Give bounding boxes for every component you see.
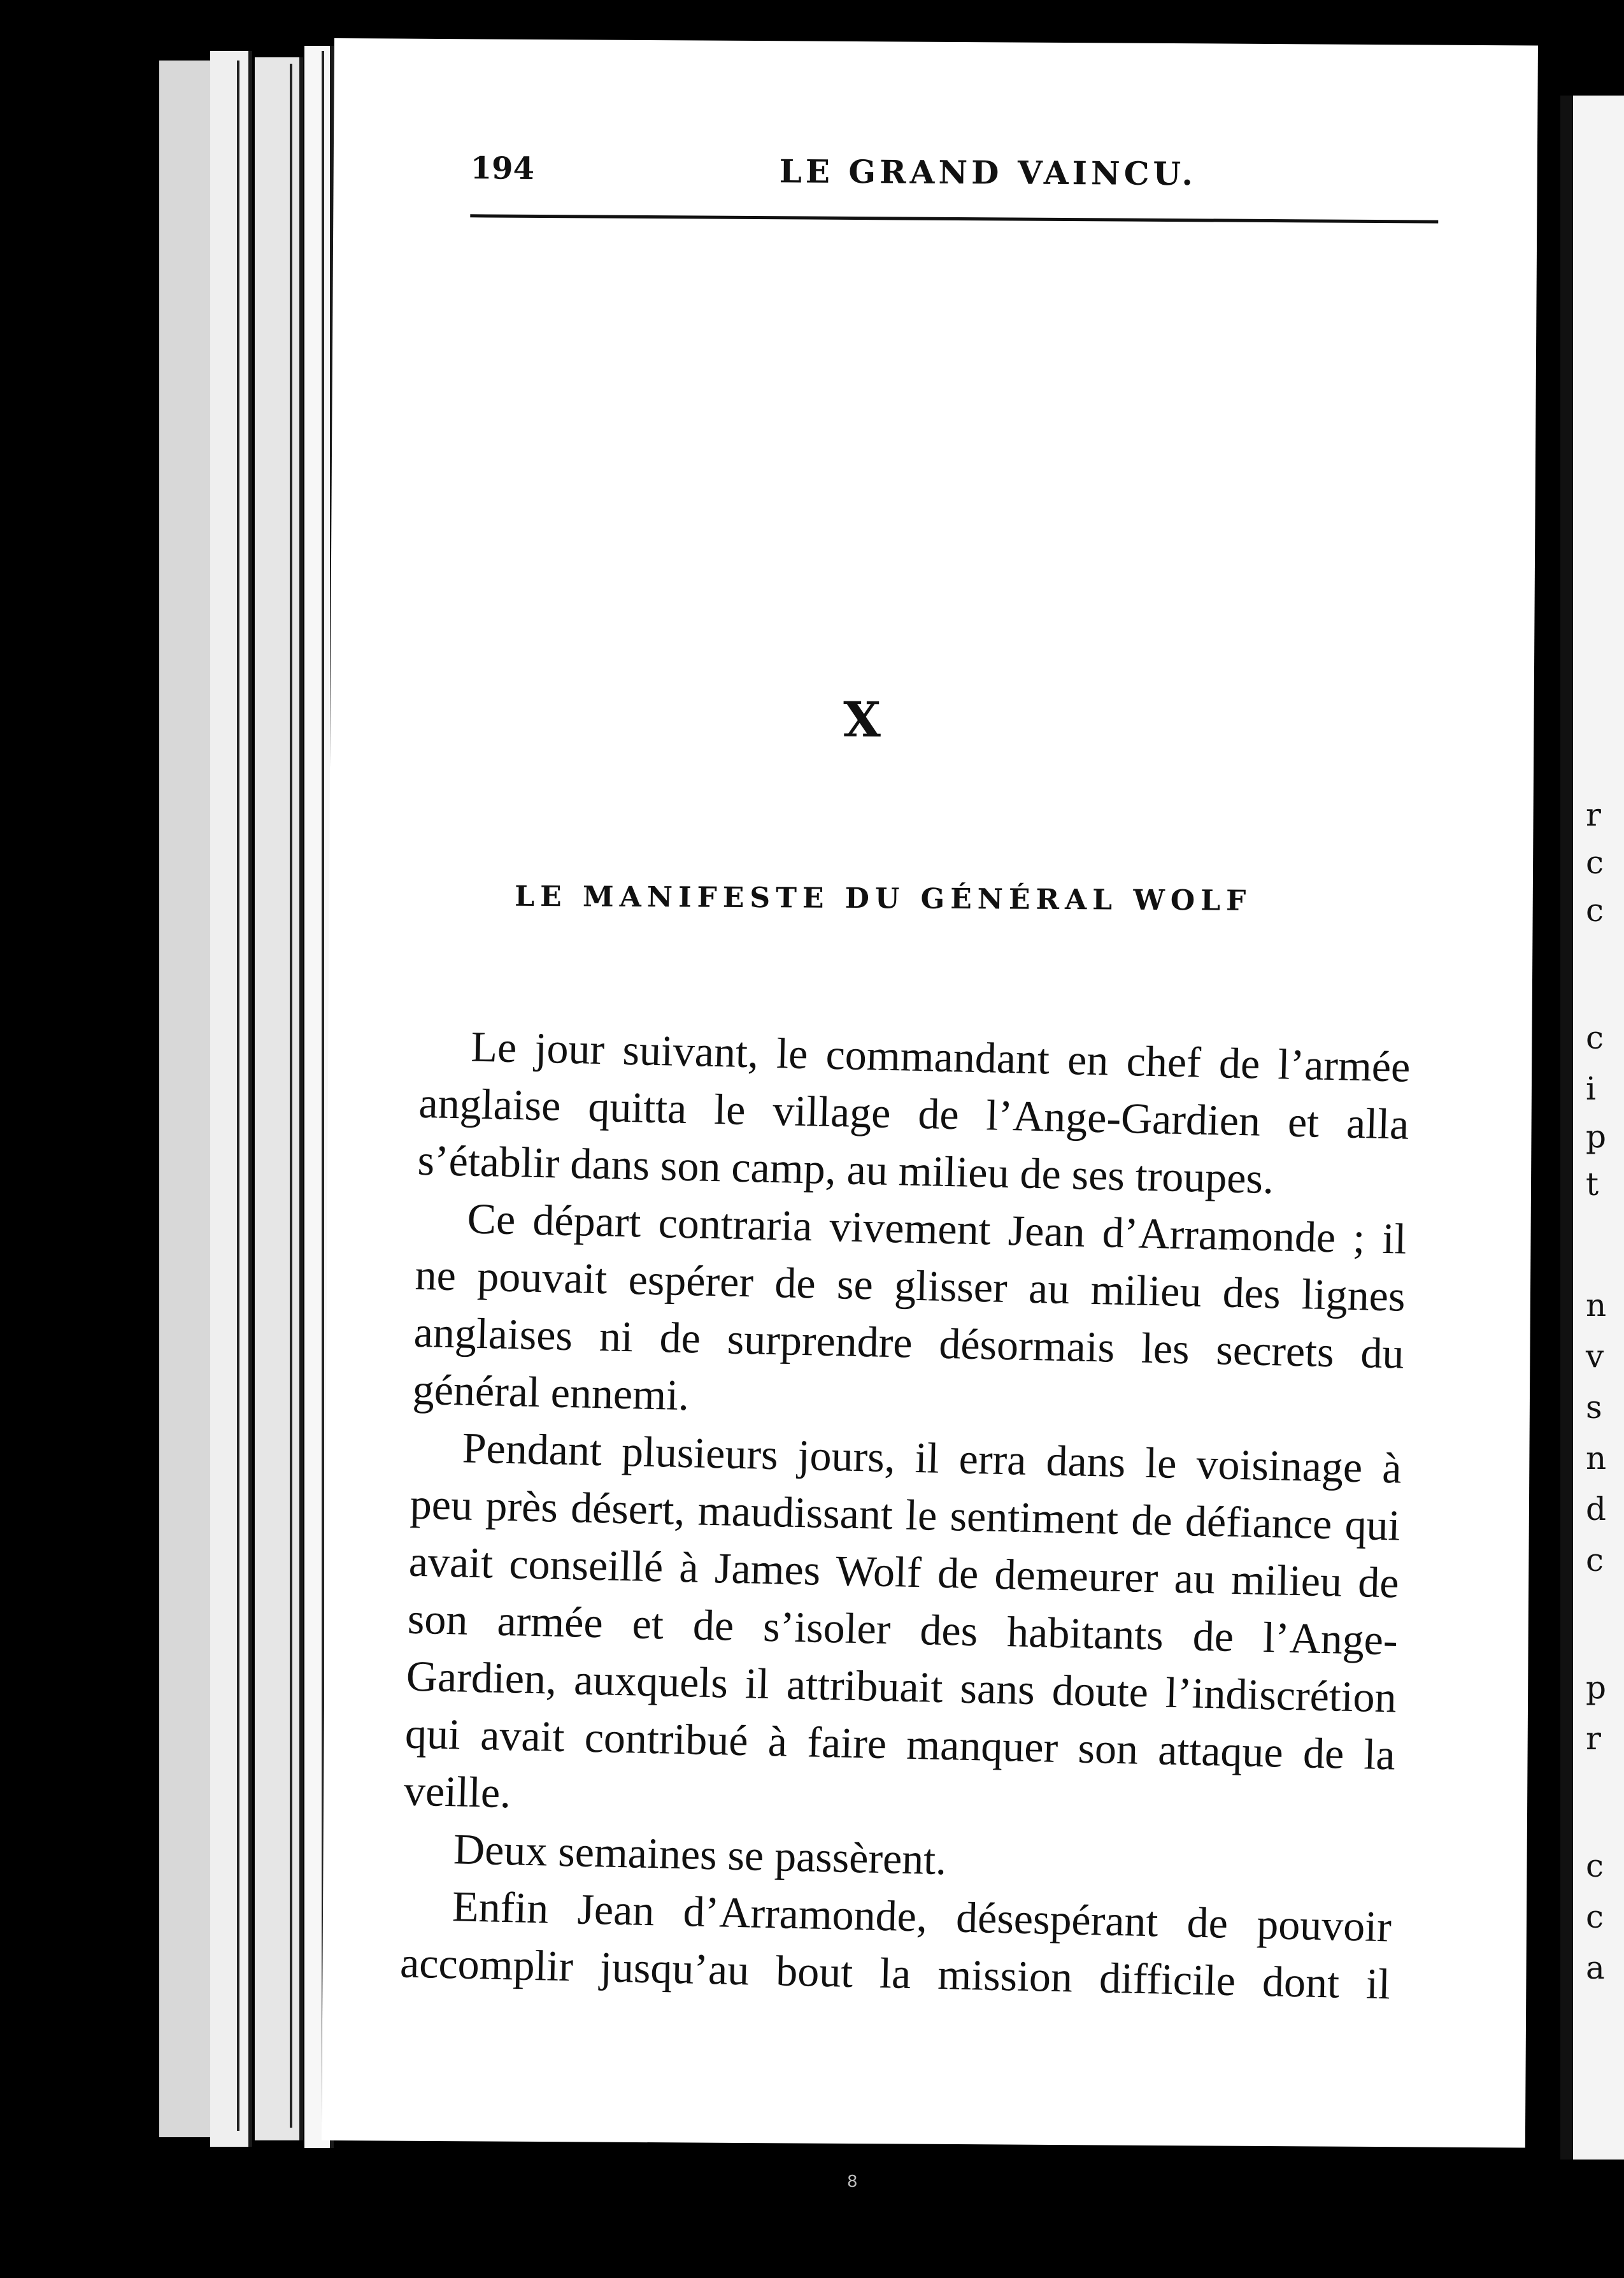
running-title: LE GRAND VAINCU. <box>779 152 1197 193</box>
adjacent-fragment: c <box>1586 1847 1604 1884</box>
page-edge <box>159 61 214 2137</box>
adjacent-fragment: a <box>1586 1949 1605 1986</box>
adjacent-fragment: n <box>1586 1440 1607 1477</box>
adjacent-fragment: p <box>1586 1669 1607 1706</box>
paragraph: Deux semaines se passèrent. <box>453 1824 947 1884</box>
book-page <box>322 38 1538 2147</box>
adjacent-page <box>1560 96 1624 2160</box>
paragraph: Pendant plusieurs jours, il erra dans le voisinage à peu près désert, maudissant le sentiment de défiance qui avait conseillé à James Wolf de demeurer au milieu de son armée et de s’isoler des habitants de l’Ange-Gardien, auxquels il attribuait sans doute l’indiscrétion qui avait contribué à faire manquer son attaque de la veille. <box>403 1423 1402 1817</box>
adjacent-fragment: i <box>1586 1070 1596 1107</box>
page-edge-line <box>237 61 239 2131</box>
running-head <box>470 150 1464 208</box>
chapter-title: LE MANIFESTE DU GÉNÉRAL WOLF <box>515 880 1252 917</box>
paragraph: Enfin Jean d’Arramonde, désespérant de pouvoir accomplir jusqu’au bout la mission difficile dont il <box>399 1882 1392 2009</box>
paragraph: Ce départ contraria vivement Jean d’Arramonde ; il ne pouvait espérer de se glisser au milieu des lignes anglaises ni de surprendre désormais les secrets du général ennemi. <box>412 1194 1407 1420</box>
adjacent-fragment: c <box>1586 1019 1604 1056</box>
adjacent-fragment: c <box>1586 892 1604 929</box>
adjacent-fragment: v <box>1586 1338 1604 1375</box>
paragraph: Le jour suivant, le commandant en chef de l’armée anglaise quitta le village de l’Ange-Gardien et alla s’établir dans son camp, au milieu de ses troupes. <box>417 1022 1411 1203</box>
adjacent-fragment: n <box>1586 1287 1607 1324</box>
bottom-mark: 8 <box>847 2172 858 2191</box>
page-number: 194 <box>470 150 535 187</box>
adjacent-fragment: p <box>1586 1118 1607 1155</box>
adjacent-fragment: d <box>1586 1491 1607 1528</box>
adjacent-fragment: r <box>1586 1720 1601 1757</box>
adjacent-fragment: t <box>1586 1166 1599 1203</box>
adjacent-fragment: c <box>1586 844 1604 881</box>
page-edge <box>255 57 303 2140</box>
adjacent-fragment: c <box>1586 1898 1604 1935</box>
page-edge <box>210 51 252 2147</box>
body-text <box>399 1017 1411 2013</box>
adjacent-fragment: c <box>1586 1542 1604 1579</box>
chapter-number: X <box>843 691 881 749</box>
adjacent-fragment: s <box>1586 1389 1602 1426</box>
page-edge-line <box>290 64 292 2128</box>
header-rule <box>470 214 1438 223</box>
adjacent-fragment: r <box>1586 796 1601 833</box>
